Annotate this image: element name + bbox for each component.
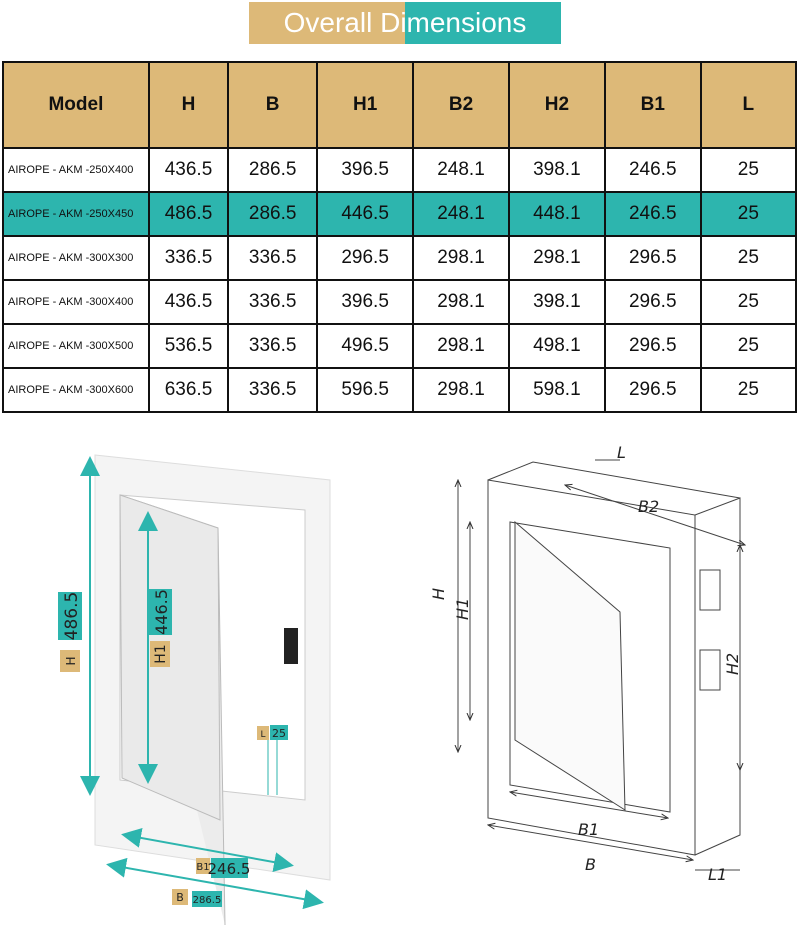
h-value: 486.5 — [62, 591, 82, 641]
value-cell: 25 — [701, 148, 796, 192]
value-cell: 246.5 — [605, 192, 701, 236]
value-cell: 296.5 — [317, 236, 413, 280]
value-cell: 396.5 — [317, 280, 413, 324]
b-value: 286.5 — [192, 895, 222, 906]
dim-h1: H1 — [453, 597, 472, 620]
h-label: H — [64, 656, 78, 666]
value-cell: 298.1 — [413, 324, 509, 368]
value-cell: 296.5 — [605, 368, 701, 412]
dim-b2: B2 — [638, 497, 660, 516]
latch-icon — [284, 628, 298, 664]
value-cell: 286.5 — [228, 148, 317, 192]
value-cell: 336.5 — [228, 236, 317, 280]
value-cell: 246.5 — [605, 148, 701, 192]
dim-l: L — [617, 443, 626, 462]
dim-l1: L1 — [708, 865, 728, 884]
dim-b: B — [585, 855, 596, 874]
value-cell: 448.1 — [509, 192, 605, 236]
column-header: Model — [3, 62, 149, 148]
table-row — [3, 368, 796, 412]
model-cell: AIROPE - AKM -300X600 — [3, 368, 149, 412]
b-label: B — [176, 891, 184, 904]
dimensions-table — [2, 61, 797, 413]
h1-value: 446.5 — [152, 589, 171, 635]
value-cell: 446.5 — [317, 192, 413, 236]
value-cell: 336.5 — [149, 236, 228, 280]
value-cell: 336.5 — [228, 324, 317, 368]
model-cell: AIROPE - AKM -250X450 — [3, 192, 149, 236]
value-cell: 25 — [701, 192, 796, 236]
value-cell: 498.1 — [509, 324, 605, 368]
table-row — [3, 324, 796, 368]
value-cell: 25 — [701, 324, 796, 368]
value-cell: 336.5 — [228, 280, 317, 324]
dim-b1: B1 — [578, 820, 600, 839]
column-header: B2 — [413, 62, 509, 148]
value-cell: 436.5 — [149, 280, 228, 324]
b1-label: B1 — [196, 862, 210, 873]
value-cell: 296.5 — [605, 324, 701, 368]
table-row — [3, 236, 796, 280]
diagrams — [0, 440, 800, 935]
value-cell: 536.5 — [149, 324, 228, 368]
value-cell: 25 — [701, 368, 796, 412]
column-header: H — [149, 62, 228, 148]
value-cell: 598.1 — [509, 368, 605, 412]
value-cell: 436.5 — [149, 148, 228, 192]
table-row — [3, 280, 796, 324]
value-cell: 636.5 — [149, 368, 228, 412]
title-banner — [249, 2, 561, 44]
value-cell: 596.5 — [317, 368, 413, 412]
value-cell: 486.5 — [149, 192, 228, 236]
model-cell: AIROPE - AKM -300X300 — [3, 236, 149, 280]
value-cell: 496.5 — [317, 324, 413, 368]
l-label: L — [260, 730, 266, 740]
value-cell: 398.1 — [509, 280, 605, 324]
dim-h: H — [429, 587, 448, 600]
column-header: L — [701, 62, 796, 148]
table-row — [3, 192, 796, 236]
value-cell: 396.5 — [317, 148, 413, 192]
value-cell: 296.5 — [605, 236, 701, 280]
value-cell: 248.1 — [413, 192, 509, 236]
dim-h2: H2 — [723, 652, 742, 675]
b1-value: 246.5 — [207, 860, 251, 878]
title: Overall Dimensions — [283, 7, 527, 38]
model-cell: AIROPE - AKM -300X500 — [3, 324, 149, 368]
value-cell: 286.5 — [228, 192, 317, 236]
value-cell: 25 — [701, 280, 796, 324]
column-header: B — [228, 62, 317, 148]
hatch-photo — [58, 455, 330, 925]
l-value: 25 — [272, 727, 286, 740]
column-header: H1 — [317, 62, 413, 148]
model-cell: AIROPE - AKM -300X400 — [3, 280, 149, 324]
technical-drawing — [429, 443, 745, 884]
value-cell: 298.1 — [413, 236, 509, 280]
value-cell: 336.5 — [228, 368, 317, 412]
value-cell: 298.1 — [509, 236, 605, 280]
h1-label: H1 — [153, 644, 169, 664]
value-cell: 248.1 — [413, 148, 509, 192]
value-cell: 298.1 — [413, 280, 509, 324]
value-cell: 296.5 — [605, 280, 701, 324]
column-header: H2 — [509, 62, 605, 148]
value-cell: 298.1 — [413, 368, 509, 412]
value-cell: 398.1 — [509, 148, 605, 192]
column-header: B1 — [605, 62, 701, 148]
value-cell: 25 — [701, 236, 796, 280]
model-cell: AIROPE - AKM -250X400 — [3, 148, 149, 192]
table-row — [3, 148, 796, 192]
